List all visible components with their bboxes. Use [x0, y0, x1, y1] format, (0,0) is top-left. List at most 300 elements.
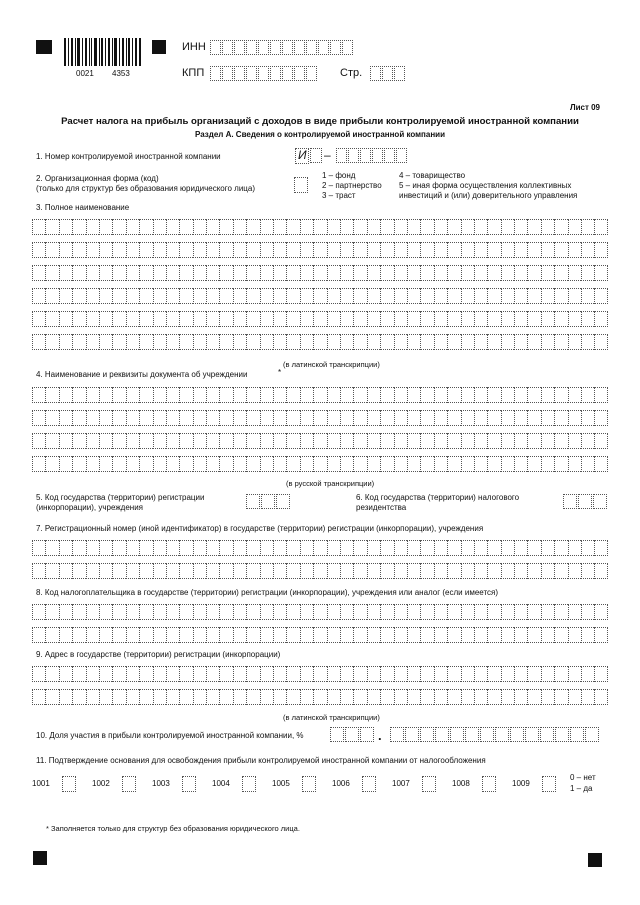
char-cell[interactable]	[380, 563, 393, 579]
char-cell[interactable]	[353, 334, 366, 350]
char-cell[interactable]	[541, 604, 554, 620]
char-cell[interactable]	[394, 242, 407, 258]
char-cell[interactable]	[153, 410, 166, 426]
char-cell[interactable]	[86, 219, 99, 235]
char-cell[interactable]	[219, 540, 232, 556]
code-1009-cell[interactable]	[542, 776, 556, 792]
char-cell[interactable]	[514, 410, 527, 426]
char-cell[interactable]	[246, 288, 259, 304]
char-cell[interactable]	[434, 410, 447, 426]
char-cell[interactable]	[327, 604, 340, 620]
char-cell[interactable]	[487, 563, 500, 579]
char-cell[interactable]	[166, 563, 179, 579]
char-cell[interactable]	[179, 311, 192, 327]
char-cell[interactable]	[45, 311, 58, 327]
char-cell[interactable]	[166, 242, 179, 258]
char-cell[interactable]	[45, 265, 58, 281]
char-cell[interactable]	[568, 387, 581, 403]
char-cell[interactable]	[99, 265, 112, 281]
char-cell[interactable]	[219, 387, 232, 403]
char-cell[interactable]	[246, 456, 259, 472]
char-cell[interactable]	[327, 433, 340, 449]
char-cell[interactable]	[32, 689, 45, 705]
char-cell[interactable]	[139, 627, 152, 643]
char-cell[interactable]	[420, 540, 433, 556]
char-cell[interactable]	[434, 627, 447, 643]
char-cell[interactable]	[139, 288, 152, 304]
char-cell[interactable]	[59, 604, 72, 620]
char-cell[interactable]	[219, 219, 232, 235]
char-cell[interactable]	[407, 265, 420, 281]
char-cell[interactable]	[206, 219, 219, 235]
char-cell[interactable]	[541, 242, 554, 258]
char-cell[interactable]	[179, 334, 192, 350]
char-cell[interactable]	[206, 689, 219, 705]
char-cell[interactable]	[72, 334, 85, 350]
char-cell[interactable]	[300, 387, 313, 403]
char-cell[interactable]	[286, 288, 299, 304]
char-cell[interactable]	[286, 666, 299, 682]
char-cell[interactable]	[501, 242, 514, 258]
char-cell[interactable]	[474, 604, 487, 620]
code-1006-cell[interactable]	[362, 776, 376, 792]
char-cell[interactable]	[554, 219, 567, 235]
char-cell[interactable]	[340, 627, 353, 643]
char-cell[interactable]	[568, 456, 581, 472]
char-cell[interactable]	[594, 265, 607, 281]
char-cell[interactable]	[407, 604, 420, 620]
char-cell[interactable]	[594, 219, 607, 235]
char-cell[interactable]	[193, 288, 206, 304]
char-cell[interactable]	[461, 604, 474, 620]
char-cell[interactable]	[45, 387, 58, 403]
char-cell[interactable]	[367, 242, 380, 258]
char-cell[interactable]	[340, 311, 353, 327]
char-cell[interactable]	[193, 410, 206, 426]
char-cell[interactable]	[434, 666, 447, 682]
grid3-row[interactable]	[32, 242, 608, 258]
char-cell[interactable]	[541, 563, 554, 579]
char-cell[interactable]	[327, 563, 340, 579]
char-cell[interactable]	[447, 387, 460, 403]
char-cell[interactable]	[32, 219, 45, 235]
char-cell[interactable]	[246, 410, 259, 426]
char-cell[interactable]	[112, 433, 125, 449]
char-cell[interactable]	[273, 334, 286, 350]
char-cell[interactable]	[380, 666, 393, 682]
char-cell[interactable]	[501, 666, 514, 682]
char-cell[interactable]	[112, 219, 125, 235]
char-cell[interactable]	[206, 242, 219, 258]
char-cell[interactable]	[501, 604, 514, 620]
char-cell[interactable]	[447, 334, 460, 350]
char-cell[interactable]	[153, 563, 166, 579]
char-cell[interactable]	[554, 433, 567, 449]
char-cell[interactable]	[32, 242, 45, 258]
char-cell[interactable]	[514, 288, 527, 304]
char-cell[interactable]	[86, 689, 99, 705]
char-cell[interactable]	[541, 410, 554, 426]
char-cell[interactable]	[126, 387, 139, 403]
char-cell[interactable]	[581, 433, 594, 449]
char-cell[interactable]	[273, 540, 286, 556]
char-cell[interactable]	[313, 219, 326, 235]
char-cell[interactable]	[527, 288, 540, 304]
char-cell[interactable]	[273, 456, 286, 472]
char-cell[interactable]	[313, 689, 326, 705]
char-cell[interactable]	[394, 410, 407, 426]
char-cell[interactable]	[45, 334, 58, 350]
code-1001-cell[interactable]	[62, 776, 76, 792]
char-cell[interactable]	[313, 334, 326, 350]
char-cell[interactable]	[179, 540, 192, 556]
char-cell[interactable]	[45, 433, 58, 449]
char-cell[interactable]	[327, 311, 340, 327]
char-cell[interactable]	[327, 689, 340, 705]
char-cell[interactable]	[300, 563, 313, 579]
grid3-row[interactable]	[32, 311, 608, 327]
char-cell[interactable]	[72, 288, 85, 304]
char-cell[interactable]	[153, 666, 166, 682]
char-cell[interactable]	[139, 689, 152, 705]
char-cell[interactable]	[420, 627, 433, 643]
char-cell[interactable]	[353, 627, 366, 643]
char-cell[interactable]	[407, 540, 420, 556]
char-cell[interactable]	[541, 666, 554, 682]
char-cell[interactable]	[407, 456, 420, 472]
char-cell[interactable]	[45, 410, 58, 426]
char-cell[interactable]	[541, 627, 554, 643]
char-cell[interactable]	[594, 456, 607, 472]
char-cell[interactable]	[179, 288, 192, 304]
char-cell[interactable]	[407, 563, 420, 579]
char-cell[interactable]	[286, 387, 299, 403]
char-cell[interactable]	[487, 433, 500, 449]
char-cell[interactable]	[233, 219, 246, 235]
char-cell[interactable]	[45, 604, 58, 620]
char-cell[interactable]	[353, 242, 366, 258]
char-cell[interactable]	[407, 219, 420, 235]
char-cell[interactable]	[353, 265, 366, 281]
char-cell[interactable]	[461, 433, 474, 449]
char-cell[interactable]	[554, 604, 567, 620]
char-cell[interactable]	[273, 604, 286, 620]
char-cell[interactable]	[434, 456, 447, 472]
char-cell[interactable]	[594, 433, 607, 449]
char-cell[interactable]	[286, 433, 299, 449]
char-cell[interactable]	[219, 242, 232, 258]
char-cell[interactable]	[45, 288, 58, 304]
char-cell[interactable]	[568, 540, 581, 556]
char-cell[interactable]	[501, 387, 514, 403]
char-cell[interactable]	[394, 689, 407, 705]
char-cell[interactable]	[407, 387, 420, 403]
char-cell[interactable]	[260, 242, 273, 258]
char-cell[interactable]	[434, 604, 447, 620]
char-cell[interactable]	[286, 456, 299, 472]
char-cell[interactable]	[474, 288, 487, 304]
char-cell[interactable]	[461, 689, 474, 705]
char-cell[interactable]	[99, 387, 112, 403]
char-cell[interactable]	[461, 242, 474, 258]
char-cell[interactable]	[541, 387, 554, 403]
char-cell[interactable]	[233, 410, 246, 426]
char-cell[interactable]	[367, 433, 380, 449]
grid3-row[interactable]	[32, 219, 608, 235]
grid3-row[interactable]	[32, 334, 608, 350]
char-cell[interactable]	[594, 311, 607, 327]
code-1007-cell[interactable]	[422, 776, 436, 792]
char-cell[interactable]	[474, 456, 487, 472]
char-cell[interactable]	[32, 265, 45, 281]
field-5-cells[interactable]	[246, 494, 291, 509]
char-cell[interactable]	[461, 219, 474, 235]
char-cell[interactable]	[179, 456, 192, 472]
char-cell[interactable]	[420, 242, 433, 258]
char-cell[interactable]	[260, 456, 273, 472]
char-cell[interactable]	[568, 563, 581, 579]
char-cell[interactable]	[353, 387, 366, 403]
char-cell[interactable]	[112, 627, 125, 643]
char-cell[interactable]	[581, 311, 594, 327]
char-cell[interactable]	[153, 334, 166, 350]
grid8-row[interactable]	[32, 627, 608, 643]
char-cell[interactable]	[219, 311, 232, 327]
char-cell[interactable]	[32, 334, 45, 350]
char-cell[interactable]	[45, 242, 58, 258]
char-cell[interactable]	[367, 387, 380, 403]
char-cell[interactable]	[447, 288, 460, 304]
grid3-row[interactable]	[32, 288, 608, 304]
char-cell[interactable]	[568, 265, 581, 281]
char-cell[interactable]	[367, 410, 380, 426]
char-cell[interactable]	[327, 456, 340, 472]
char-cell[interactable]	[153, 265, 166, 281]
char-cell[interactable]	[86, 387, 99, 403]
char-cell[interactable]	[581, 288, 594, 304]
char-cell[interactable]	[367, 456, 380, 472]
char-cell[interactable]	[541, 219, 554, 235]
char-cell[interactable]	[474, 627, 487, 643]
char-cell[interactable]	[407, 242, 420, 258]
char-cell[interactable]	[340, 540, 353, 556]
char-cell[interactable]	[394, 288, 407, 304]
char-cell[interactable]	[72, 219, 85, 235]
char-cell[interactable]	[45, 219, 58, 235]
char-cell[interactable]	[300, 666, 313, 682]
char-cell[interactable]	[594, 242, 607, 258]
char-cell[interactable]	[367, 311, 380, 327]
char-cell[interactable]	[72, 410, 85, 426]
char-cell[interactable]	[126, 265, 139, 281]
char-cell[interactable]	[527, 265, 540, 281]
char-cell[interactable]	[340, 242, 353, 258]
char-cell[interactable]	[166, 387, 179, 403]
char-cell[interactable]	[233, 456, 246, 472]
char-cell[interactable]	[367, 604, 380, 620]
char-cell[interactable]	[193, 265, 206, 281]
char-cell[interactable]	[554, 689, 567, 705]
char-cell[interactable]	[59, 666, 72, 682]
char-cell[interactable]	[514, 689, 527, 705]
char-cell[interactable]	[286, 689, 299, 705]
char-cell[interactable]	[501, 265, 514, 281]
char-cell[interactable]	[233, 311, 246, 327]
char-cell[interactable]	[340, 433, 353, 449]
char-cell[interactable]	[313, 604, 326, 620]
char-cell[interactable]	[193, 689, 206, 705]
char-cell[interactable]	[153, 689, 166, 705]
char-cell[interactable]	[474, 219, 487, 235]
char-cell[interactable]	[246, 540, 259, 556]
code-1005-cell[interactable]	[302, 776, 316, 792]
char-cell[interactable]	[434, 311, 447, 327]
char-cell[interactable]	[86, 311, 99, 327]
char-cell[interactable]	[394, 666, 407, 682]
char-cell[interactable]	[219, 410, 232, 426]
char-cell[interactable]	[594, 627, 607, 643]
char-cell[interactable]	[501, 540, 514, 556]
char-cell[interactable]	[327, 334, 340, 350]
char-cell[interactable]	[447, 410, 460, 426]
char-cell[interactable]	[340, 689, 353, 705]
char-cell[interactable]	[394, 627, 407, 643]
char-cell[interactable]	[233, 242, 246, 258]
char-cell[interactable]	[273, 410, 286, 426]
char-cell[interactable]	[394, 311, 407, 327]
char-cell[interactable]	[514, 334, 527, 350]
char-cell[interactable]	[99, 604, 112, 620]
char-cell[interactable]	[72, 311, 85, 327]
char-cell[interactable]	[581, 242, 594, 258]
char-cell[interactable]	[153, 627, 166, 643]
char-cell[interactable]	[474, 242, 487, 258]
char-cell[interactable]	[313, 627, 326, 643]
char-cell[interactable]	[99, 433, 112, 449]
char-cell[interactable]	[353, 219, 366, 235]
char-cell[interactable]	[126, 604, 139, 620]
char-cell[interactable]	[300, 288, 313, 304]
char-cell[interactable]	[541, 456, 554, 472]
char-cell[interactable]	[514, 627, 527, 643]
char-cell[interactable]	[193, 456, 206, 472]
char-cell[interactable]	[246, 311, 259, 327]
char-cell[interactable]	[541, 311, 554, 327]
char-cell[interactable]	[514, 311, 527, 327]
char-cell[interactable]	[594, 563, 607, 579]
char-cell[interactable]	[300, 433, 313, 449]
char-cell[interactable]	[420, 311, 433, 327]
char-cell[interactable]	[581, 219, 594, 235]
char-cell[interactable]	[353, 689, 366, 705]
char-cell[interactable]	[380, 433, 393, 449]
char-cell[interactable]	[568, 433, 581, 449]
char-cell[interactable]	[581, 604, 594, 620]
char-cell[interactable]	[86, 666, 99, 682]
char-cell[interactable]	[246, 627, 259, 643]
char-cell[interactable]	[487, 689, 500, 705]
char-cell[interactable]	[166, 666, 179, 682]
char-cell[interactable]	[126, 410, 139, 426]
char-cell[interactable]	[246, 265, 259, 281]
char-cell[interactable]	[286, 604, 299, 620]
char-cell[interactable]	[233, 265, 246, 281]
char-cell[interactable]	[59, 540, 72, 556]
char-cell[interactable]	[394, 604, 407, 620]
char-cell[interactable]	[219, 456, 232, 472]
char-cell[interactable]	[514, 265, 527, 281]
char-cell[interactable]	[179, 219, 192, 235]
char-cell[interactable]	[166, 311, 179, 327]
char-cell[interactable]	[99, 334, 112, 350]
char-cell[interactable]	[233, 387, 246, 403]
char-cell[interactable]	[166, 410, 179, 426]
char-cell[interactable]	[514, 219, 527, 235]
char-cell[interactable]	[260, 627, 273, 643]
char-cell[interactable]	[179, 666, 192, 682]
char-cell[interactable]	[193, 433, 206, 449]
char-cell[interactable]	[86, 433, 99, 449]
char-cell[interactable]	[568, 666, 581, 682]
char-cell[interactable]	[206, 433, 219, 449]
char-cell[interactable]	[99, 219, 112, 235]
char-cell[interactable]	[568, 334, 581, 350]
char-cell[interactable]	[166, 689, 179, 705]
char-cell[interactable]	[300, 265, 313, 281]
char-cell[interactable]	[581, 334, 594, 350]
grid3-row[interactable]	[32, 265, 608, 281]
char-cell[interactable]	[260, 433, 273, 449]
char-cell[interactable]	[313, 242, 326, 258]
char-cell[interactable]	[59, 334, 72, 350]
char-cell[interactable]	[260, 288, 273, 304]
char-cell[interactable]	[353, 311, 366, 327]
char-cell[interactable]	[153, 311, 166, 327]
char-cell[interactable]	[380, 540, 393, 556]
char-cell[interactable]	[179, 604, 192, 620]
char-cell[interactable]	[474, 265, 487, 281]
grid4-row[interactable]	[32, 456, 608, 472]
char-cell[interactable]	[273, 242, 286, 258]
char-cell[interactable]	[487, 334, 500, 350]
char-cell[interactable]	[340, 387, 353, 403]
char-cell[interactable]	[487, 627, 500, 643]
char-cell[interactable]	[206, 288, 219, 304]
char-cell[interactable]	[407, 689, 420, 705]
char-cell[interactable]	[179, 265, 192, 281]
char-cell[interactable]	[581, 689, 594, 705]
char-cell[interactable]	[474, 563, 487, 579]
char-cell[interactable]	[112, 410, 125, 426]
char-cell[interactable]	[554, 387, 567, 403]
char-cell[interactable]	[367, 288, 380, 304]
char-cell[interactable]	[407, 334, 420, 350]
char-cell[interactable]	[568, 311, 581, 327]
char-cell[interactable]	[126, 689, 139, 705]
char-cell[interactable]	[260, 265, 273, 281]
char-cell[interactable]	[166, 265, 179, 281]
char-cell[interactable]	[541, 288, 554, 304]
char-cell[interactable]	[527, 242, 540, 258]
char-cell[interactable]	[461, 265, 474, 281]
char-cell[interactable]	[594, 540, 607, 556]
char-cell[interactable]	[554, 627, 567, 643]
char-cell[interactable]	[246, 219, 259, 235]
char-cell[interactable]	[286, 627, 299, 643]
char-cell[interactable]	[394, 265, 407, 281]
char-cell[interactable]	[126, 540, 139, 556]
char-cell[interactable]	[273, 219, 286, 235]
